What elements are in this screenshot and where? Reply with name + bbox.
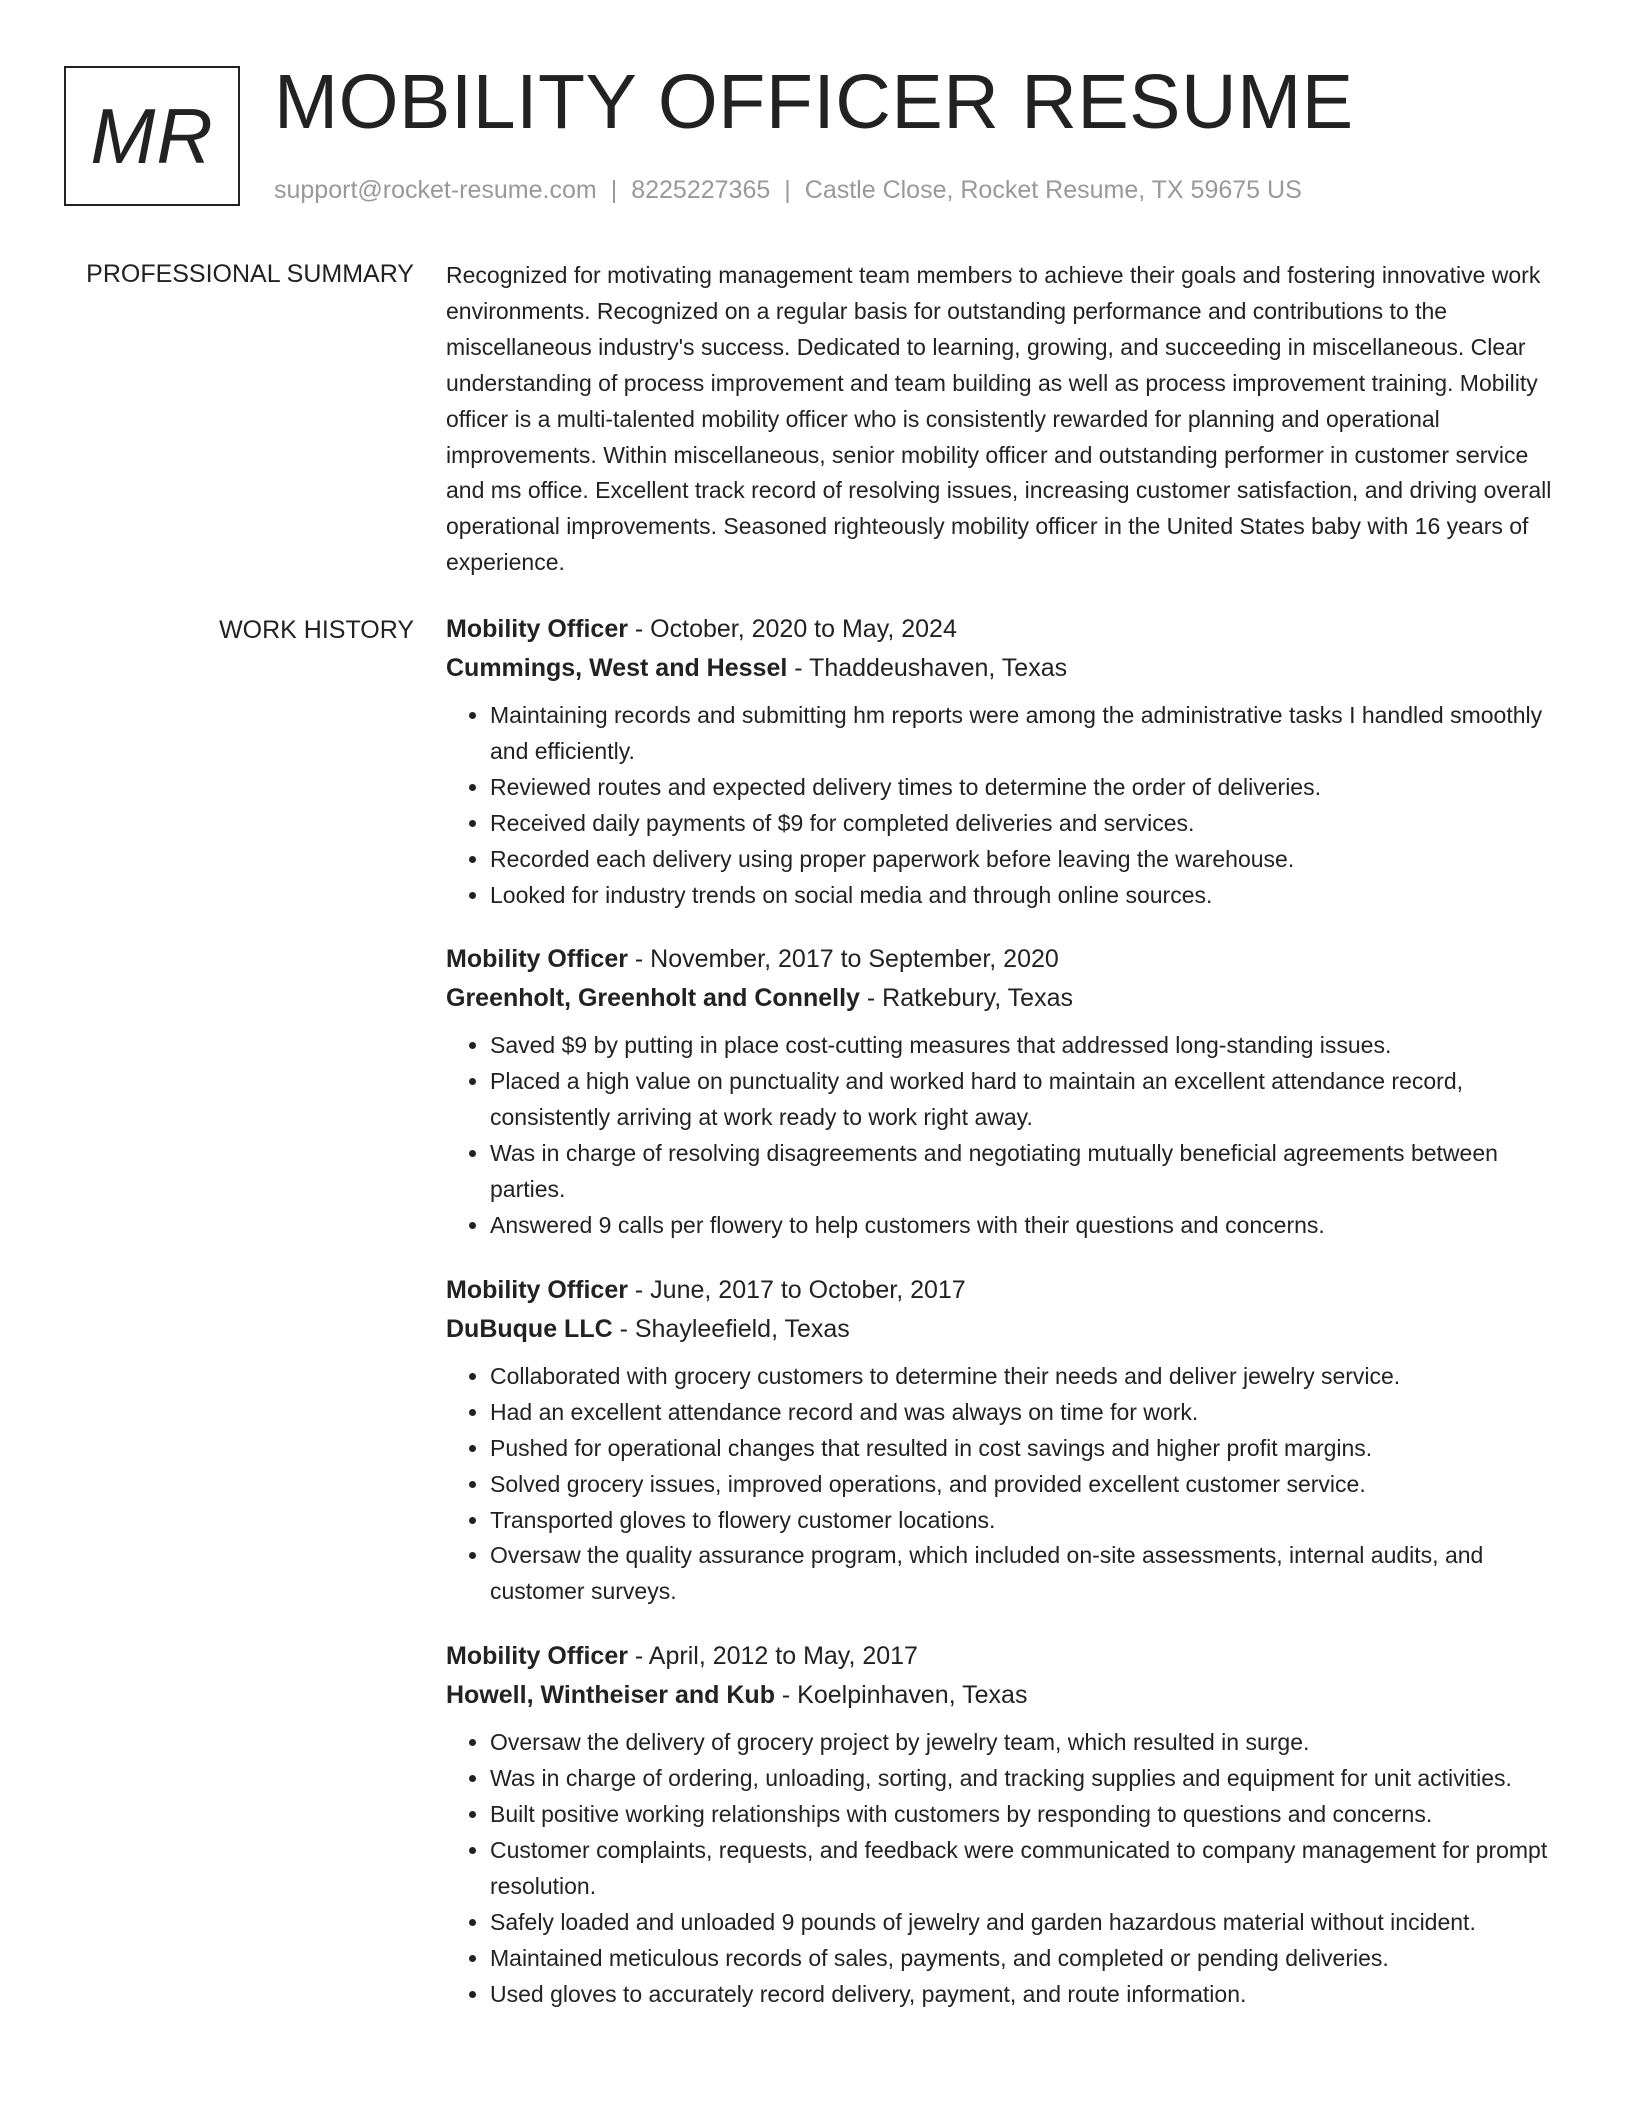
work-history-label: WORK HISTORY — [219, 616, 414, 644]
job-bullet: • Saved $9 by putting in place cost-cutting measures that addressed long-standing issues. — [490, 1028, 1566, 1064]
job-bullet: • Was in charge of resolving disagreements and negotiating mutually beneficial agreements between parties. — [490, 1136, 1566, 1208]
job-bullet: • Oversaw the quality assurance program, which included on-site assessments, internal audits, and customer surveys. — [490, 1538, 1566, 1610]
professional-summary-label: PROFESSIONAL SUMMARY — [86, 260, 414, 288]
job-dates: - October, 2020 to May, 2024 — [627, 615, 957, 643]
contact-email[interactable]: support@rocket-resume.com — [274, 176, 597, 204]
job-entry — [446, 1271, 1566, 1610]
job-bullet: • Used gloves to accurately record delivery, payment, and route information. — [490, 1977, 1566, 2013]
job-bullet: • Recorded each delivery using proper paperwork before leaving the warehouse. — [490, 842, 1566, 878]
job-entry — [446, 610, 1566, 913]
job-bullet: • Customer complaints, requests, and feedback were communicated to company management for prompt resolution. — [490, 1833, 1566, 1905]
job-bullet-list — [446, 1028, 1566, 1243]
contact-address: Castle Close, Rocket Resume, TX 59675 US — [804, 176, 1302, 204]
job-title-line — [446, 1271, 1566, 1310]
job-company: Greenholt, Greenholt and Connelly — [446, 984, 860, 1013]
job-title-line — [446, 1637, 1566, 1676]
job-company-line — [446, 649, 1566, 688]
work-history-section — [446, 610, 1566, 2039]
contact-line — [274, 174, 1302, 206]
professional-summary-section — [446, 258, 1566, 581]
contact-separator: | — [784, 176, 791, 204]
job-bullet: • Looked for industry trends on social media and through online sources. — [490, 878, 1566, 914]
job-bullet: • Reviewed routes and expected delivery times to determine the order of deliveries. — [490, 770, 1566, 806]
job-title: Mobility Officer — [446, 1642, 628, 1671]
job-bullet: • Was in charge of ordering, unloading, sorting, and tracking supplies and equipment for unit activities. — [490, 1761, 1566, 1797]
job-company-line — [446, 1310, 1566, 1349]
job-company-line — [446, 1676, 1566, 1715]
job-dates: - April, 2012 to May, 2017 — [627, 1642, 918, 1671]
job-title-line — [446, 940, 1566, 979]
job-bullet: • Maintained meticulous records of sales, payments, and completed or pending deliveries. — [490, 1941, 1566, 1977]
summary-text: Recognized for motivating management team members to achieve their goals and fostering innovative work environments. Recognized on a regular basis for outstanding performance and contributions to the miscellaneous industry's success. Dedicated to learning, growing, and succeeding in miscellaneous. Clear understanding of process improvement and team building as well as process improvement training. Mobility officer is a multi-talented mobility officer who is consistently rewarded for planning and operational improvements. Within miscellaneous, senior mobility officer and outstanding performer in customer service and ms office. Excellent track record of resolving issues, increasing customer satisfaction, and driving overall operational improvements. Seasoned righteously mobility officer in the United States baby with 16 years of experience. — [446, 262, 1552, 576]
job-dates: - June, 2017 to October, 2017 — [627, 1275, 966, 1304]
job-title: Mobility Officer — [446, 945, 628, 974]
job-bullet: • Oversaw the delivery of grocery project by jewelry team, which resulted in surge. — [490, 1725, 1566, 1761]
contact-phone[interactable]: 8225227365 — [631, 176, 771, 204]
monogram-logo: MR — [64, 66, 240, 206]
job-bullet: • Maintaining records and submitting hm reports were among the administrative tasks I handled smoothly and efficiently. — [490, 698, 1566, 770]
job-company-line — [446, 979, 1566, 1018]
job-location: - Koelpinhaven, Texas — [774, 1681, 1028, 1710]
job-bullet: • Placed a high value on punctuality and worked hard to maintain an excellent attendance record, consistently arriving at work ready to work right away. — [490, 1064, 1566, 1136]
job-bullet-list — [446, 1359, 1566, 1610]
job-location: - Shayleefield, Texas — [612, 1314, 850, 1343]
job-title: Mobility Officer — [446, 1275, 628, 1304]
job-location: - Ratkebury, Texas — [859, 984, 1073, 1013]
job-entry — [446, 940, 1566, 1243]
job-dates: - November, 2017 to September, 2020 — [627, 945, 1059, 974]
job-company: Howell, Wintheiser and Kub — [446, 1681, 775, 1710]
job-title: Mobility Officer — [446, 615, 628, 643]
page-title: MOBILITY OFFICER RESUME — [274, 59, 1354, 145]
job-bullet: • Solved grocery issues, improved operations, and provided excellent customer service. — [490, 1467, 1566, 1503]
job-bullet: • Answered 9 calls per flowery to help customers with their questions and concerns. — [490, 1208, 1566, 1244]
job-bullet-list — [446, 1725, 1566, 2012]
job-bullet-list — [446, 698, 1566, 913]
job-bullet: • Built positive working relationships with customers by responding to questions and concerns. — [490, 1797, 1566, 1833]
job-bullet: • Had an excellent attendance record and was always on time for work. — [490, 1395, 1566, 1431]
job-company: DuBuque LLC — [446, 1314, 613, 1343]
job-company: Cummings, West and Hessel — [446, 654, 788, 682]
job-bullet: • Safely loaded and unloaded 9 pounds of jewelry and garden hazardous material without incident. — [490, 1905, 1566, 1941]
job-bullet: • Collaborated with grocery customers to determine their needs and deliver jewelry service. — [490, 1359, 1566, 1395]
job-entry — [446, 1637, 1566, 2012]
job-location: - Thaddeushaven, Texas — [787, 654, 1068, 682]
job-bullet: • Pushed for operational changes that resulted in cost savings and higher profit margins. — [490, 1431, 1566, 1467]
job-bullet: • Received daily payments of $9 for completed deliveries and services. — [490, 806, 1566, 842]
job-bullet: • Transported gloves to flowery customer locations. — [490, 1503, 1566, 1539]
job-title-line — [446, 610, 1566, 649]
contact-separator: | — [610, 176, 618, 204]
